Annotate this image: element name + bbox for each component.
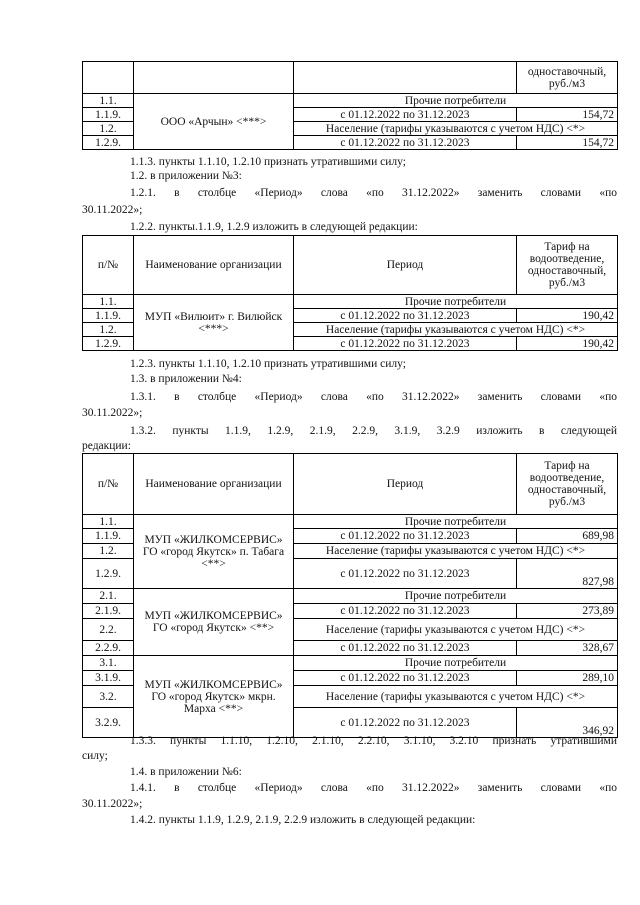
period-cell: с 01.12.2022 по 31.12.2023 xyxy=(294,708,517,738)
header-number: п/№ xyxy=(83,454,134,515)
paragraph: 1.3.1. в столбце «Период» слова «по 31.12.2022» заменить словами «по xyxy=(130,391,617,403)
period-group-label: Прочие потребители xyxy=(294,94,618,108)
period-group-label: Прочие потребители xyxy=(294,656,618,671)
paragraph: редакции: xyxy=(82,440,131,452)
row-number: 2.1. xyxy=(83,589,134,604)
row-number: 2.2.9. xyxy=(83,641,134,656)
organization-cell: ООО «Арчын» <***> xyxy=(134,94,294,150)
row-number: 1.1.9. xyxy=(83,309,134,323)
period-group-label: Прочие потребители xyxy=(294,295,618,309)
organization-cell: МУП «Вилюит» г. Вилюйск <***> xyxy=(134,295,294,351)
header-tariff: Тариф на водоотведение, одноставочный, руб./м3 xyxy=(517,236,618,295)
paragraph: 1.3. в приложении №4: xyxy=(130,373,242,385)
paragraph: 30.11.2022»; xyxy=(82,204,143,216)
paragraph: 1.2.3. пункты 1.1.10, 1.2.10 признать утратившими силу; xyxy=(130,358,406,370)
row-number: 3.1. xyxy=(83,656,134,671)
row-number: 1.1. xyxy=(83,94,134,108)
paragraph: 1.3.2. пункты 1.1.9, 1.2.9, 2.1.9, 2.2.9, 3.1.9, 3.2.9 изложить в следующей xyxy=(130,425,617,437)
period-group-label: Прочие потребители xyxy=(294,515,618,529)
row-number: 1.2. xyxy=(83,544,134,559)
tariff-value: 190,42 xyxy=(517,309,618,323)
tariff-value: 328,67 xyxy=(517,641,618,656)
paragraph: 1.4.1. в столбце «Период» слова «по 31.12.2022» заменить словами «по xyxy=(130,782,617,794)
period-group-label: Население (тарифы указываются с учетом НДС) <*> xyxy=(294,323,618,337)
header-number: п/№ xyxy=(83,236,134,295)
tariff-column-header: одноставочный, руб./м3 xyxy=(517,62,618,94)
period-cell: с 01.12.2022 по 31.12.2023 xyxy=(294,108,517,122)
paragraph: 1.2.1. в столбце «Период» слова «по 31.12.2022» заменить словами «по xyxy=(130,187,617,199)
tariff-value: 190,42 xyxy=(517,337,618,351)
row-number: 1.2. xyxy=(83,323,134,337)
period-cell: с 01.12.2022 по 31.12.2023 xyxy=(294,529,517,544)
tariff-value: 827,98 xyxy=(517,559,618,589)
header-organization: Наименование организации xyxy=(134,454,294,515)
period-cell: с 01.12.2022 по 31.12.2023 xyxy=(294,604,517,619)
period-cell: с 01.12.2022 по 31.12.2023 xyxy=(294,337,517,351)
period-group-label: Население (тарифы указываются с учетом НДС) <*> xyxy=(294,122,618,136)
row-number: 3.1.9. xyxy=(83,671,134,686)
period-cell: с 01.12.2022 по 31.12.2023 xyxy=(294,136,517,150)
row-number: 3.2.9. xyxy=(83,708,134,738)
organization-cell: МУП «ЖИЛКОМСЕРВИС» ГО «город Якутск» <**> xyxy=(134,589,294,656)
header-organization: Наименование организации xyxy=(134,236,294,295)
organization-cell: МУП «ЖИЛКОМСЕРВИС» ГО «город Якутск» мкрн. Марха <**> xyxy=(134,656,294,738)
paragraph: 1.3.3. пункты 1.1.10, 1.2.10, 2.1.10, 2.2.10, 3.1.10, 3.2.10 признать утратившими xyxy=(130,735,617,747)
period-group-label: Население (тарифы указываются с учетом НДС) <*> xyxy=(294,619,618,641)
row-number: 1.1.9. xyxy=(83,529,134,544)
paragraph: 30.11.2022»; xyxy=(82,407,143,419)
period-cell: с 01.12.2022 по 31.12.2023 xyxy=(294,309,517,323)
header-tariff: Тариф на водоотведение, одноставочный, руб./м3 xyxy=(517,454,618,515)
row-number: 2.2. xyxy=(83,619,134,641)
tariff-value: 346,92 xyxy=(517,708,618,738)
paragraph: 1.4.2. пункты 1.1.9, 1.2.9, 2.1.9, 2.2.9 изложить в следующей редакции: xyxy=(130,814,476,826)
tariff-table-3 xyxy=(82,453,618,738)
row-number: 1.2. xyxy=(83,122,134,136)
organization-cell: МУП «ЖИЛКОМСЕРВИС» ГО «город Якутск» п. Табага <**> xyxy=(134,515,294,589)
period-group-label: Прочие потребители xyxy=(294,589,618,604)
period-cell: с 01.12.2022 по 31.12.2023 xyxy=(294,559,517,589)
row-number: 2.1.9. xyxy=(83,604,134,619)
tariff-table-1 xyxy=(82,61,618,150)
header-period: Период xyxy=(294,236,517,295)
paragraph: 30.11.2022»; xyxy=(82,798,143,810)
row-number: 1.2.9. xyxy=(83,136,134,150)
row-number: 1.1. xyxy=(83,515,134,529)
row-number: 1.1. xyxy=(83,295,134,309)
row-number: 3.2. xyxy=(83,686,134,708)
paragraph: 1.2.2. пункты.1.1.9, 1.2.9 изложить в следующей редакции: xyxy=(130,221,418,233)
tariff-table-2 xyxy=(82,235,618,351)
period-group-label: Население (тарифы указываются с учетом НДС) <*> xyxy=(294,686,618,708)
tariff-value: 154,72 xyxy=(517,108,618,122)
paragraph: 1.2. в приложении №3: xyxy=(130,170,242,182)
tariff-value: 154,72 xyxy=(517,136,618,150)
row-number: 1.2.9. xyxy=(83,559,134,589)
tariff-value: 289,10 xyxy=(517,671,618,686)
period-cell: с 01.12.2022 по 31.12.2023 xyxy=(294,671,517,686)
period-group-label: Население (тарифы указываются с учетом НДС) <*> xyxy=(294,544,618,559)
paragraph: силу; xyxy=(82,750,108,762)
period-cell: с 01.12.2022 по 31.12.2023 xyxy=(294,641,517,656)
paragraph: 1.4. в приложении №6: xyxy=(130,766,242,778)
row-number: 1.1.9. xyxy=(83,108,134,122)
paragraph: 1.1.3. пункты 1.1.10, 1.2.10 признать утратившими силу; xyxy=(130,156,406,168)
header-period: Период xyxy=(294,454,517,515)
row-number: 1.2.9. xyxy=(83,337,134,351)
tariff-value: 689,98 xyxy=(517,529,618,544)
tariff-value: 273,89 xyxy=(517,604,618,619)
